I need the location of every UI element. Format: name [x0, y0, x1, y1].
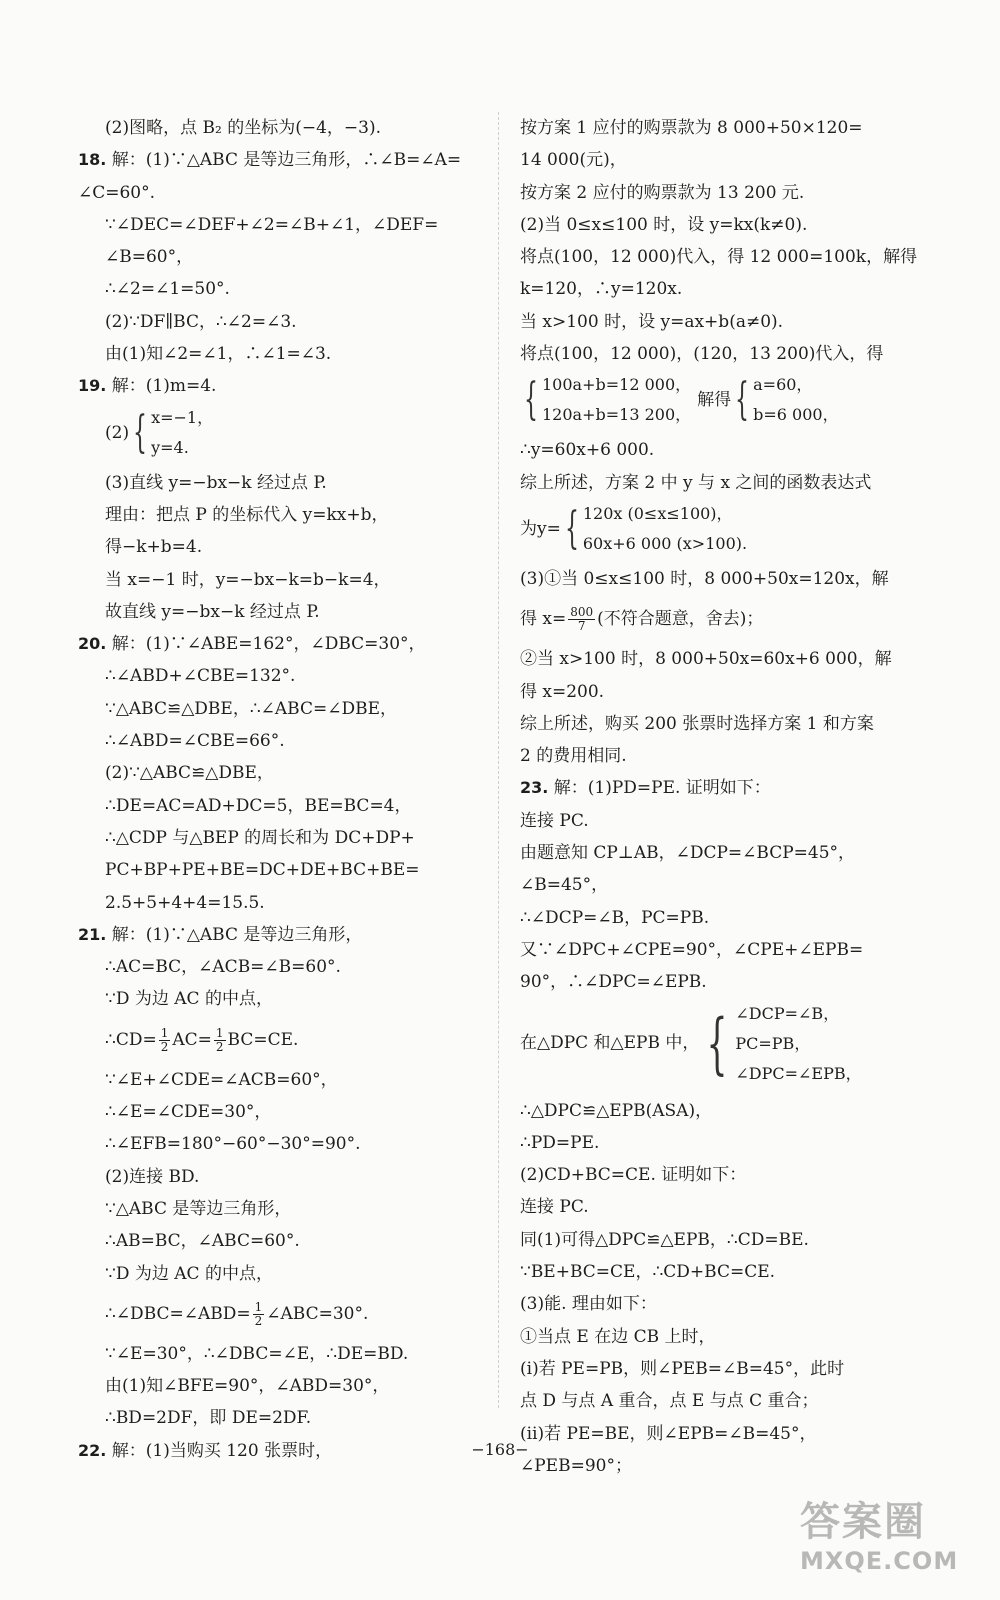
- text-fragment: ∴CD=: [105, 1029, 157, 1050]
- congruence-system: [520, 999, 920, 1095]
- watermark-title: 答案圈: [800, 1499, 926, 1545]
- numerator: 1: [160, 1025, 169, 1040]
- fraction: [568, 606, 595, 633]
- text-line: ②当 x>100 时，8 000+50x=60x+6 000，解: [520, 649, 892, 670]
- brace-icon: {: [735, 374, 750, 426]
- text-line: 综上所述，方案 2 中 y 与 x 之间的函数表达式: [520, 472, 872, 493]
- fraction-line: [78, 1016, 486, 1064]
- text-line: ∴∠2=∠1=50°.: [105, 279, 230, 300]
- page-number: −168−: [471, 1440, 529, 1459]
- text-line: (2)∵△ABC≌△DBE，: [105, 763, 274, 784]
- text-line: ∴△DPC≌△EPB(ASA)，: [520, 1100, 713, 1121]
- system-row: y=4.: [151, 437, 189, 457]
- denominator: 2: [215, 1039, 224, 1054]
- text-line: ∴y=60x+6 000.: [520, 440, 655, 461]
- text-fragment: AC=: [172, 1029, 212, 1050]
- text-line: (2)图略，点 B₂ 的坐标为(−4，−3).: [105, 118, 381, 138]
- text-line: ∵∠E=30°，∴∠DBC=∠E，∴DE=BD.: [105, 1343, 409, 1364]
- fraction-half: [253, 1301, 265, 1328]
- text-line: (3)直线 y=−bx−k 经过点 P.: [105, 472, 327, 493]
- text-line: ∴∠E=∠CDE=30°，: [105, 1102, 272, 1123]
- text-line: ∴∠ABD=∠CBE=66°.: [105, 731, 285, 752]
- text-line: 由(1)知∠BFE=90°，∠ABD=30°，: [105, 1376, 390, 1397]
- text-line: ∴∠ABD+∠CBE=132°.: [105, 666, 296, 687]
- system-row: 120a+b=13 200，: [542, 405, 692, 425]
- system-row: 100a+b=12 000，: [542, 375, 692, 395]
- text-line: 故直线 y=−bx−k 经过点 P.: [105, 601, 320, 622]
- text-line: 由(1)知∠2=∠1，∴∠1=∠3.: [105, 344, 332, 365]
- text-fragment: ∴∠DBC=∠ABD=: [105, 1303, 251, 1324]
- text-fragment: 为y=: [520, 518, 561, 539]
- problem-number: 23.: [520, 778, 549, 798]
- problem-number: 20.: [78, 634, 107, 654]
- text-line: ∵D 为边 AC 的中点，: [105, 1263, 273, 1284]
- fraction-line: [520, 595, 920, 643]
- text-line: (ⅱ)若 PE=BE，则∠EPB=∠B=45°，: [520, 1423, 817, 1444]
- column-divider: [498, 112, 499, 1408]
- text-line: 将点(100，12 000)代入，得 12 000=100k，解得: [520, 247, 918, 268]
- text-line: (2)CD+BC=CE. 证明如下：: [520, 1165, 747, 1186]
- text-line: ∴BD=2DF，即 DE=2DF.: [105, 1408, 312, 1429]
- brace-icon: {: [133, 406, 148, 458]
- text-line: 点 D 与点 A 重合，点 E 与点 C 重合；: [520, 1391, 819, 1412]
- text-line: ∴PD=PE.: [520, 1132, 600, 1153]
- text-line: 得−k+b=4.: [105, 537, 203, 558]
- text-line: 解：(1)PD=PE. 证明如下：: [553, 778, 771, 799]
- text-line: 按方案 2 应付的购票款为 13 200 元.: [520, 182, 805, 203]
- text-line: 又∵∠DPC+∠CPE=90°，∠CPE+∠EPB=: [520, 939, 864, 960]
- fraction-half: [214, 1027, 226, 1054]
- text-fragment: 得 x=: [520, 609, 567, 630]
- text-line: PC+BP+PE+BE=DC+DE+BC+BE=: [105, 860, 420, 881]
- watermark-url: MXQE.COM: [800, 1547, 959, 1575]
- text-line: ∴∠DCP=∠B，PC=PB.: [520, 907, 710, 928]
- text-line: ∴AB=BC，∠ABC=60°.: [105, 1231, 300, 1252]
- system-row: PC=PB，: [735, 1033, 811, 1053]
- text-line: ∴△CDP 与△BEP 的周长和为 DC+DP+: [105, 827, 415, 848]
- text-line: 得 x=200.: [520, 681, 605, 702]
- text-line: ∠B=45°，: [520, 875, 609, 896]
- text-line: 连接 PC.: [520, 1197, 589, 1218]
- numerator: 800: [570, 605, 594, 620]
- text-fragment: (2): [105, 422, 130, 443]
- text-line: ∴∠EFB=180°−60°−30°=90°.: [105, 1134, 361, 1155]
- text-line: 解：(1)∵△ABC 是等边三角形，: [111, 924, 363, 945]
- text-line: ∵D 为边 AC 的中点，: [105, 989, 273, 1010]
- brace-icon: {: [524, 374, 538, 426]
- text-line: ∠PEB=90°；: [520, 1455, 632, 1476]
- text-line: 将点(100，12 000)，(120，13 200)代入，得: [520, 344, 884, 365]
- equation-system: [78, 403, 486, 467]
- text-line: ∴AC=BC，∠ACB=∠B=60°.: [105, 957, 341, 978]
- problem-23: [520, 772, 920, 804]
- text-line: (2)连接 BD.: [105, 1166, 200, 1187]
- text-line: 当 x=−1 时，y=−bx−k=b−k=4，: [105, 569, 391, 590]
- denominator: 7: [577, 619, 586, 634]
- text-line: (ⅰ)若 PE=PB，则∠PEB=∠B=45°，此时: [520, 1358, 845, 1379]
- problem-number: 18.: [78, 150, 107, 170]
- text-fragment: 解得: [697, 390, 732, 411]
- denominator: 2: [254, 1313, 263, 1328]
- text-line: ∵△ABC≌△DBE，∴∠ABC=∠DBE，: [105, 698, 398, 719]
- right-column: [520, 112, 920, 1482]
- equation-system: [520, 370, 920, 434]
- problem-number: 21.: [78, 924, 107, 944]
- system-row: b=6 000，: [753, 405, 839, 425]
- text-fragment: 在△DPC 和△EPB 中，: [520, 1033, 700, 1054]
- system-row: 60x+6 000 (x>100).: [582, 533, 748, 553]
- text-line: 连接 PC.: [520, 810, 589, 831]
- piecewise-function: [520, 499, 920, 563]
- text-line: ∵△ABC 是等边三角形，: [105, 1198, 292, 1219]
- problem-number: 19.: [78, 376, 107, 396]
- system-row: a=60，: [753, 375, 813, 395]
- text-line: ∠B=60°，: [105, 247, 194, 268]
- text-line: k=120，∴y=120x.: [520, 279, 683, 300]
- text-line: 90°，∴∠DPC=∠EPB.: [520, 972, 707, 993]
- system-row: 120x (0≤x≤100)，: [582, 503, 733, 523]
- fraction-half: [159, 1027, 171, 1054]
- brace-icon: {: [564, 502, 579, 554]
- text-line: 当 x>100 时，设 y=ax+b(a≠0).: [520, 311, 784, 332]
- text-fragment: (不符合题意，舍去)；: [597, 609, 764, 630]
- text-fragment: BC=CE.: [227, 1029, 299, 1050]
- system-row: ∠DPC=∠EPB，: [735, 1063, 862, 1083]
- text-line: (2)∵DF∥BC，∴∠2=∠3.: [105, 311, 297, 332]
- problem-19: [78, 370, 486, 402]
- text-line: 综上所述，购买 200 张票时选择方案 1 和方案: [520, 713, 874, 734]
- problem-20: [78, 628, 486, 660]
- text-line: 由题意知 CP⊥AB，∠DCP=∠BCP=45°，: [520, 843, 856, 864]
- watermark-logo: [800, 1490, 990, 1590]
- text-line: ∵∠E+∠CDE=∠ACB=60°，: [105, 1069, 338, 1090]
- text-line: ①当点 E 在边 CB 上时，: [520, 1326, 716, 1347]
- text-line: 14 000(元)，: [520, 150, 627, 171]
- text-line: 同(1)可得△DPC≌△EPB，∴CD=BE.: [520, 1229, 809, 1250]
- text-line: (3)能. 理由如下：: [520, 1294, 657, 1315]
- system-row: x=−1，: [151, 407, 214, 427]
- text-line: 2 的费用相同.: [520, 746, 627, 767]
- text-line: ∴DE=AC=AD+DC=5，BE=BC=4，: [105, 795, 412, 816]
- text-line: ∵BE+BC=CE，∴CD+BC=CE.: [520, 1262, 776, 1283]
- text-line: ∵∠DEC=∠DEF+∠2=∠B+∠1，∠DEF=: [105, 214, 439, 235]
- system-row: ∠DCP=∠B，: [735, 1003, 840, 1023]
- problem-number: 22.: [78, 1440, 107, 1460]
- problem-21: [78, 919, 486, 951]
- left-column: [78, 112, 486, 1467]
- text-line: 按方案 1 应付的购票款为 8 000+50×120=: [520, 118, 863, 138]
- numerator: 1: [254, 1299, 263, 1314]
- numerator: 1: [215, 1025, 224, 1040]
- fraction-line: [78, 1290, 486, 1338]
- problem-18: [78, 144, 486, 176]
- text-line: (3)①当 0≤x≤100 时，8 000+50x=120x，解: [520, 568, 889, 589]
- brace-icon: {: [706, 1004, 728, 1082]
- text-line: 解：(1)∵△ABC 是等边三角形，∴∠B=∠A=: [111, 150, 462, 171]
- text-line: 理由：把点 P 的坐标代入 y=kx+b，: [105, 504, 389, 525]
- text-fragment: ∠ABC=30°.: [266, 1303, 369, 1324]
- text-line: ∠C=60°.: [78, 182, 156, 203]
- text-line: 2.5+5+4+4=15.5.: [105, 892, 265, 913]
- text-line: (2)当 0≤x≤100 时，设 y=kx(k≠0).: [520, 214, 808, 235]
- text-line: 解：(1)∵∠ABE=162°，∠DBC=30°，: [111, 634, 426, 655]
- text-line: 解：(1)当购买 120 张票时，: [111, 1440, 333, 1461]
- denominator: 2: [160, 1039, 169, 1054]
- text-line: 解：(1)m=4.: [111, 376, 217, 397]
